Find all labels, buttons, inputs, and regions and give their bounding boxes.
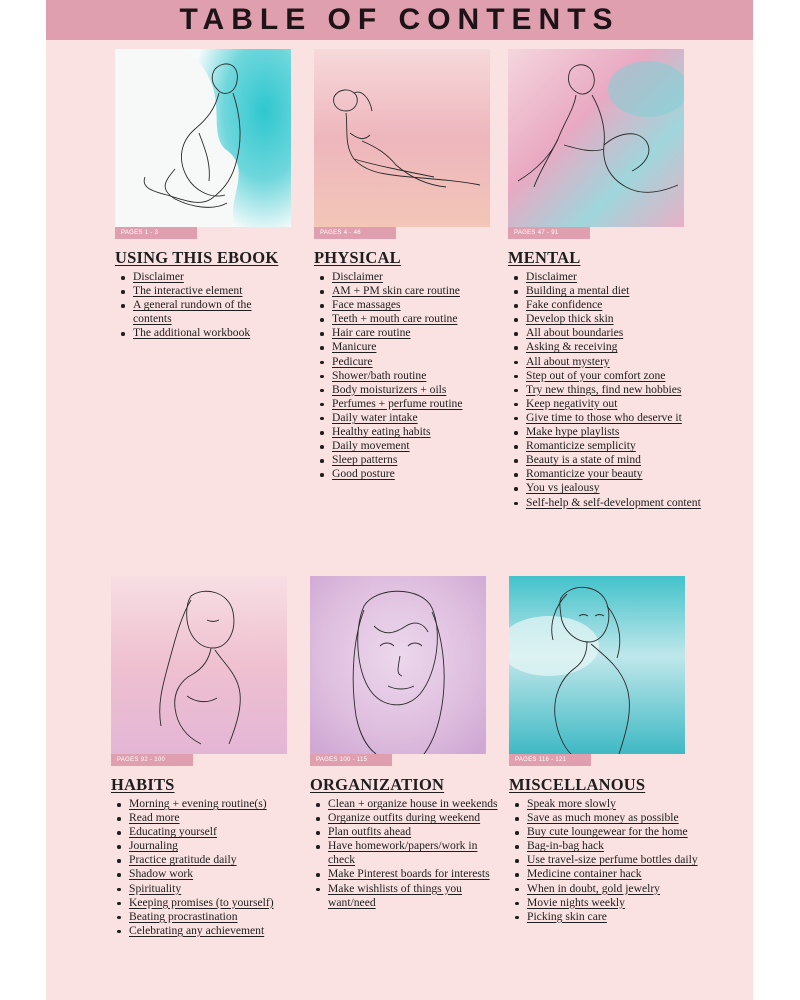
list-item[interactable]: Develop thick skin: [526, 312, 704, 326]
title-bar: [46, 0, 753, 40]
list-item[interactable]: Have homework/papers/work in check: [328, 839, 500, 867]
section-title[interactable]: PHYSICAL: [314, 248, 401, 267]
pages-tag: PAGES 47 - 91: [508, 227, 590, 239]
list-item[interactable]: Teeth + mouth care routine: [332, 312, 512, 326]
list-item[interactable]: The interactive element: [133, 284, 283, 298]
list-item[interactable]: Plan outfits ahead: [328, 825, 500, 839]
list-item[interactable]: Disclaimer: [526, 270, 704, 284]
list-item[interactable]: Healthy eating habits: [332, 425, 512, 439]
list-item[interactable]: Practice gratitude daily: [129, 853, 309, 867]
list-item[interactable]: Medicine container hack: [527, 867, 699, 881]
list-item[interactable]: Perfumes + perfume routine: [332, 397, 512, 411]
page-title: TABLE OF CONTENTS: [179, 3, 620, 36]
list-item[interactable]: Make wishlists of things you want/need: [328, 882, 500, 910]
list-item[interactable]: Spirituality: [129, 882, 309, 896]
list-item[interactable]: Beauty is a state of mind: [526, 453, 704, 467]
list-item[interactable]: Step out of your comfort zone: [526, 369, 704, 383]
list-item[interactable]: Morning + evening routine(s): [129, 797, 309, 811]
list-item[interactable]: Make Pinterest boards for interests: [328, 867, 500, 881]
list-item[interactable]: Make hype playlists: [526, 425, 704, 439]
list-item[interactable]: Movie nights weekly: [527, 896, 699, 910]
list-item[interactable]: Organize outfits during weekend: [328, 811, 500, 825]
list-item[interactable]: Shadow work: [129, 867, 309, 881]
pages-tag: PAGES 100 - 115: [310, 754, 392, 766]
list-item[interactable]: Journaling: [129, 839, 309, 853]
list-item[interactable]: Picking skin care: [527, 910, 699, 924]
section-title[interactable]: MISCELLANOUS: [509, 775, 646, 794]
list-item[interactable]: All about mystery: [526, 355, 704, 369]
list-item[interactable]: Keeping promises (to yourself): [129, 896, 309, 910]
toc-page: [46, 0, 753, 1000]
section-list: [508, 270, 704, 510]
line-art-illustration: [115, 49, 291, 227]
list-item[interactable]: Beating procrastination: [129, 910, 309, 924]
list-item[interactable]: Educating yourself: [129, 825, 309, 839]
pages-tag: PAGES 4 - 46: [314, 227, 396, 239]
line-art-illustration: [509, 576, 685, 754]
list-item[interactable]: Read more: [129, 811, 309, 825]
list-item[interactable]: Hair care routine: [332, 326, 512, 340]
list-item[interactable]: Self-help & self-development content: [526, 496, 704, 510]
section-list: [111, 797, 309, 938]
list-item[interactable]: Try new things, find new hobbies: [526, 383, 704, 397]
list-item[interactable]: When in doubt, gold jewelry: [527, 882, 699, 896]
section-list: [115, 270, 283, 340]
line-art-illustration: [314, 49, 490, 227]
line-art-illustration: [310, 576, 486, 754]
list-item[interactable]: Save as much money as possible: [527, 811, 699, 825]
list-item[interactable]: Face massages: [332, 298, 512, 312]
list-item[interactable]: Daily movement: [332, 439, 512, 453]
list-item[interactable]: Fake confidence: [526, 298, 704, 312]
list-item[interactable]: Manicure: [332, 340, 512, 354]
list-item[interactable]: Sleep patterns: [332, 453, 512, 467]
list-item[interactable]: The additional workbook: [133, 326, 283, 340]
list-item[interactable]: Bag-in-bag hack: [527, 839, 699, 853]
list-item[interactable]: All about boundaries: [526, 326, 704, 340]
list-item[interactable]: Disclaimer: [133, 270, 283, 284]
list-item[interactable]: Good posture: [332, 467, 512, 481]
section-list: [314, 270, 512, 481]
list-item[interactable]: Daily water intake: [332, 411, 512, 425]
line-art-illustration: [508, 49, 684, 227]
list-item[interactable]: Clean + organize house in weekends: [328, 797, 500, 811]
section-list: [310, 797, 500, 910]
pages-tag: PAGES 1 - 3: [115, 227, 197, 239]
pages-tag: PAGES 92 - 100: [111, 754, 193, 766]
list-item[interactable]: AM + PM skin care routine: [332, 284, 512, 298]
list-item[interactable]: Celebrating any achievement: [129, 924, 309, 938]
section-title[interactable]: MENTAL: [508, 248, 581, 267]
section-list: [509, 797, 699, 924]
list-item[interactable]: Romanticize semplicity: [526, 439, 704, 453]
list-item[interactable]: Building a mental diet: [526, 284, 704, 298]
list-item[interactable]: Romanticize your beauty: [526, 467, 704, 481]
list-item[interactable]: You vs jealousy: [526, 481, 704, 495]
list-item[interactable]: A general rundown of the contents: [133, 298, 283, 326]
list-item[interactable]: Buy cute loungewear for the home: [527, 825, 699, 839]
list-item[interactable]: Shower/bath routine: [332, 369, 512, 383]
section-title[interactable]: ORGANIZATION: [310, 775, 445, 794]
section-title[interactable]: HABITS: [111, 775, 175, 794]
list-item[interactable]: Use travel-size perfume bottles daily: [527, 853, 698, 867]
list-item[interactable]: Speak more slowly: [527, 797, 699, 811]
list-item[interactable]: Asking & receiving: [526, 340, 704, 354]
list-item[interactable]: Keep negativity out: [526, 397, 704, 411]
list-item[interactable]: Disclaimer: [332, 270, 512, 284]
line-art-illustration: [111, 576, 287, 754]
list-item[interactable]: Give time to those who deserve it: [526, 411, 704, 425]
pages-tag: PAGES 116 - 121: [509, 754, 591, 766]
list-item[interactable]: Pedicure: [332, 355, 512, 369]
section-title[interactable]: USING THIS EBOOK: [115, 248, 279, 267]
list-item[interactable]: Body moisturizers + oils: [332, 383, 512, 397]
